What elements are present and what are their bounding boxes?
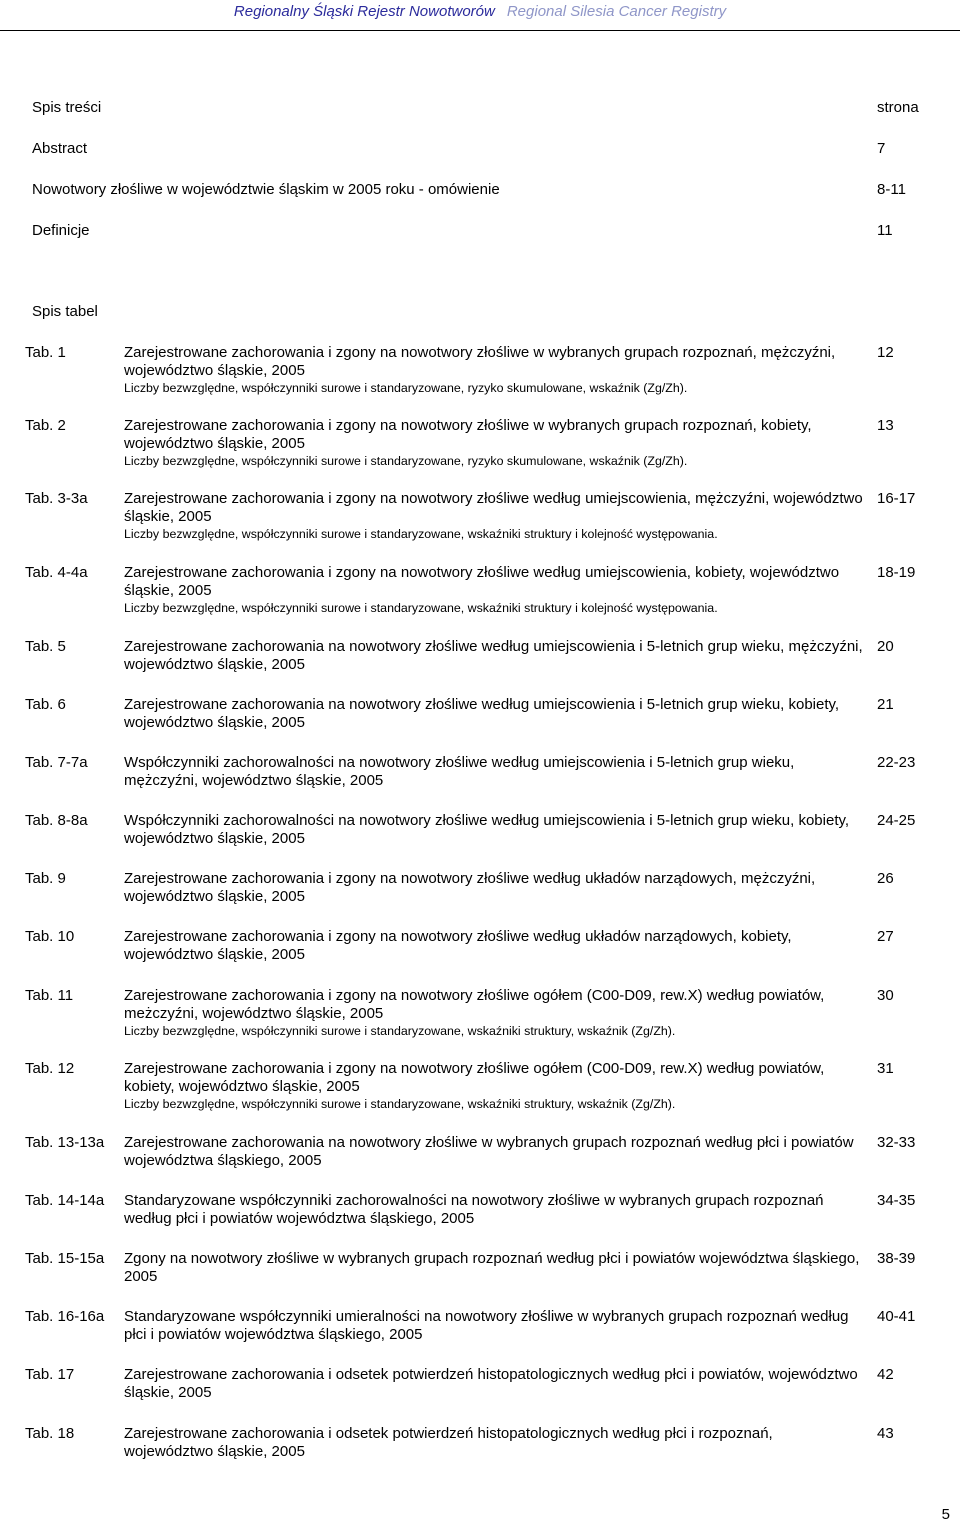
table-entry-description	[124, 1366, 864, 1402]
toc-entry-title: Definicje	[32, 222, 90, 239]
table-entry-title: Zarejestrowane zachorowania i zgony na nowotwory złośliwe w wybranych grupach rozpoznań, mężczyźni, województwo śląskie, 2005	[124, 344, 836, 379]
table-entry-label: Tab. 3-3a	[25, 490, 88, 507]
table-entry-page: 16-17	[877, 490, 916, 507]
table-entry-subtitle: Liczby bezwzględne, współczynniki surowe i standaryzowane, wskaźniki struktury, wskaźnik (Zg/Zh).	[124, 1024, 676, 1038]
table-entry-title: Zarejestrowane zachorowania i zgony na nowotwory złośliwe według umiejscowienia, mężczyźni, województwo śląskie, 2005	[124, 490, 863, 525]
table-entry-title: Współczynniki zachorowalności na nowotwory złośliwe według umiejscowienia i 5-letnich grup wieku, kobiety, województwo śląskie, 2005	[124, 812, 850, 847]
table-entry-description	[124, 1308, 864, 1344]
toc-entry-page: 11	[877, 222, 893, 239]
table-entry-label: Tab. 5	[25, 638, 66, 655]
table-entry-label: Tab. 17	[25, 1366, 75, 1383]
table-entry-label: Tab. 2	[25, 417, 66, 434]
table-entry-page: 38-39	[877, 1250, 916, 1267]
table-entry-description	[124, 928, 864, 964]
table-entry-subtitle: Liczby bezwzględne, współczynniki surowe i standaryzowane, wskaźniki struktury i kolejność występowania.	[124, 527, 718, 541]
toc-page-label: strona	[877, 99, 919, 116]
table-entry-subtitle: Liczby bezwzględne, współczynniki surowe i standaryzowane, ryzyko skumulowane, wskaźnik (Zg/Zh).	[124, 454, 688, 468]
table-entry-label: Tab. 12	[25, 1060, 75, 1077]
table-entry-title: Zarejestrowane zachorowania na nowotwory złośliwe według umiejscowienia i 5-letnich grup wieku, kobiety, województwo śląskie, 2005	[124, 696, 840, 731]
table-entry-description	[124, 754, 864, 790]
table-entry-description	[124, 696, 864, 732]
table-entry-page: 24-25	[877, 812, 916, 829]
table-entry-page: 26	[877, 870, 894, 887]
table-entry-label: Tab. 13-13a	[25, 1134, 105, 1151]
table-entry-description	[124, 1134, 864, 1170]
table-entry-title: Standaryzowane współczynniki zachorowalności na nowotwory złośliwe w wybranych grupach rozpoznań według płci i powiatów województwa śląskiego, 2005	[124, 1192, 824, 1227]
header-title-pl: Regionalny Śląski Rejestr Nowotworów	[233, 3, 495, 20]
header-title-en: Regional Silesia Cancer Registry	[506, 3, 727, 20]
table-entry-title: Zarejestrowane zachorowania i zgony na nowotwory złośliwe według układów narządowych, kobiety, województwo śląskie, 2005	[124, 928, 792, 963]
table-entry-page: 12	[877, 344, 894, 361]
table-entry-description	[124, 344, 864, 396]
table-entry-label: Tab. 10	[25, 928, 75, 945]
running-header	[0, 3, 960, 20]
tables-heading: Spis tabel	[32, 303, 98, 320]
table-entry-title: Zarejestrowane zachorowania na nowotwory złośliwe w wybranych grupach rozpoznań według płci i powiatów województwa śląskiego, 2005	[124, 1134, 854, 1169]
table-entry-label: Tab. 7-7a	[25, 754, 88, 771]
table-entry-description	[124, 987, 864, 1039]
table-entry-page: 31	[877, 1060, 894, 1077]
table-entry-title: Zarejestrowane zachorowania i zgony na nowotwory złośliwe według układów narządowych, mężczyźni, województwo śląskie, 2005	[124, 870, 816, 905]
table-entry-description	[124, 638, 864, 674]
table-entry-label: Tab. 18	[25, 1425, 75, 1442]
table-entry-label: Tab. 4-4a	[25, 564, 88, 581]
table-entry-page: 27	[877, 928, 894, 945]
table-entry-title: Zarejestrowane zachorowania i zgony na nowotwory złośliwe według umiejscowienia, kobiety, województwo śląskie, 2005	[124, 564, 840, 599]
page-number: 5	[941, 1506, 950, 1523]
table-entry-description	[124, 490, 864, 542]
table-entry-page: 30	[877, 987, 894, 1004]
table-entry-subtitle: Liczby bezwzględne, współczynniki surowe i standaryzowane, wskaźniki struktury, wskaźnik (Zg/Zh).	[124, 1097, 676, 1111]
toc-entry-title: Nowotwory złośliwe w województwie śląskim w 2005 roku - omówienie	[32, 181, 500, 198]
table-entry-title: Współczynniki zachorowalności na nowotwory złośliwe według umiejscowienia i 5-letnich grup wieku, mężczyźni, województwo śląskie, 2005	[124, 754, 795, 789]
table-entry-title: Zarejestrowane zachorowania i zgony na nowotwory złośliwe w wybranych grupach rozpoznań, kobiety, województwo śląskie, 2005	[124, 417, 812, 452]
table-entry-title: Zarejestrowane zachorowania i odsetek potwierdzeń histopatologicznych według płci i rozpoznań, województwo śląskie, 2005	[124, 1425, 773, 1460]
table-entry-title: Zarejestrowane zachorowania i zgony na nowotwory złośliwe ogółem (C00-D09, rew.X) według powiatów, kobiety, województwo śląskie, 2005	[124, 1060, 825, 1095]
table-entry-page: 20	[877, 638, 894, 655]
table-entry-title: Zgony na nowotwory złośliwe w wybranych grupach rozpoznań według płci i powiatów województwa śląskiego, 2005	[124, 1250, 860, 1285]
toc-heading: Spis treści	[32, 99, 102, 116]
table-entry-label: Tab. 1	[25, 344, 66, 361]
table-entry-subtitle: Liczby bezwzględne, współczynniki surowe i standaryzowane, ryzyko skumulowane, wskaźnik (Zg/Zh).	[124, 381, 688, 395]
table-entry-description	[124, 564, 864, 616]
toc-entry-title: Abstract	[32, 140, 88, 157]
table-entry-label: Tab. 6	[25, 696, 66, 713]
table-entry-description	[124, 1250, 864, 1286]
table-entry-page: 32-33	[877, 1134, 916, 1151]
table-entry-page: 42	[877, 1366, 894, 1383]
table-entry-label: Tab. 15-15a	[25, 1250, 105, 1267]
table-entry-page: 43	[877, 1425, 894, 1442]
table-entry-label: Tab. 8-8a	[25, 812, 88, 829]
table-entry-page: 21	[877, 696, 894, 713]
table-entry-description	[124, 870, 864, 906]
header-rule	[0, 30, 960, 31]
table-entry-label: Tab. 11	[25, 987, 74, 1004]
toc-entry-page: 7	[877, 140, 886, 157]
table-entry-page: 18-19	[877, 564, 916, 581]
table-entry-page: 40-41	[877, 1308, 916, 1325]
table-entry-label: Tab. 16-16a	[25, 1308, 105, 1325]
toc-entry-page: 8-11	[877, 181, 906, 198]
table-entry-page: 22-23	[877, 754, 916, 771]
table-entry-title: Standaryzowane współczynniki umieralności na nowotwory złośliwe w wybranych grupach rozpoznań według płci i powiatów województwa śląskiego, 2005	[124, 1308, 849, 1343]
table-entry-title: Zarejestrowane zachorowania i zgony na nowotwory złośliwe ogółem (C00-D09, rew.X) według powiatów, meżczyźni, województwo śląskie, 2005	[124, 987, 825, 1022]
table-entry-title: Zarejestrowane zachorowania na nowotwory złośliwe według umiejscowienia i 5-letnich grup wieku, mężczyźni, województwo śląskie, 2005	[124, 638, 863, 673]
table-entry-label: Tab. 14-14a	[25, 1192, 105, 1209]
table-entry-description	[124, 1060, 864, 1112]
table-entry-label: Tab. 9	[25, 870, 66, 887]
table-entry-title: Zarejestrowane zachorowania i odsetek potwierdzeń histopatologicznych według płci i powiatów, województwo śląskie, 2005	[124, 1366, 858, 1401]
table-entry-description	[124, 1192, 864, 1228]
table-entry-page: 13	[877, 417, 894, 434]
table-entry-page: 34-35	[877, 1192, 916, 1209]
table-entry-description	[124, 417, 864, 469]
table-entry-description	[124, 1425, 864, 1461]
table-entry-subtitle: Liczby bezwzględne, współczynniki surowe i standaryzowane, wskaźniki struktury i kolejność występowania.	[124, 601, 718, 615]
table-entry-description	[124, 812, 864, 848]
